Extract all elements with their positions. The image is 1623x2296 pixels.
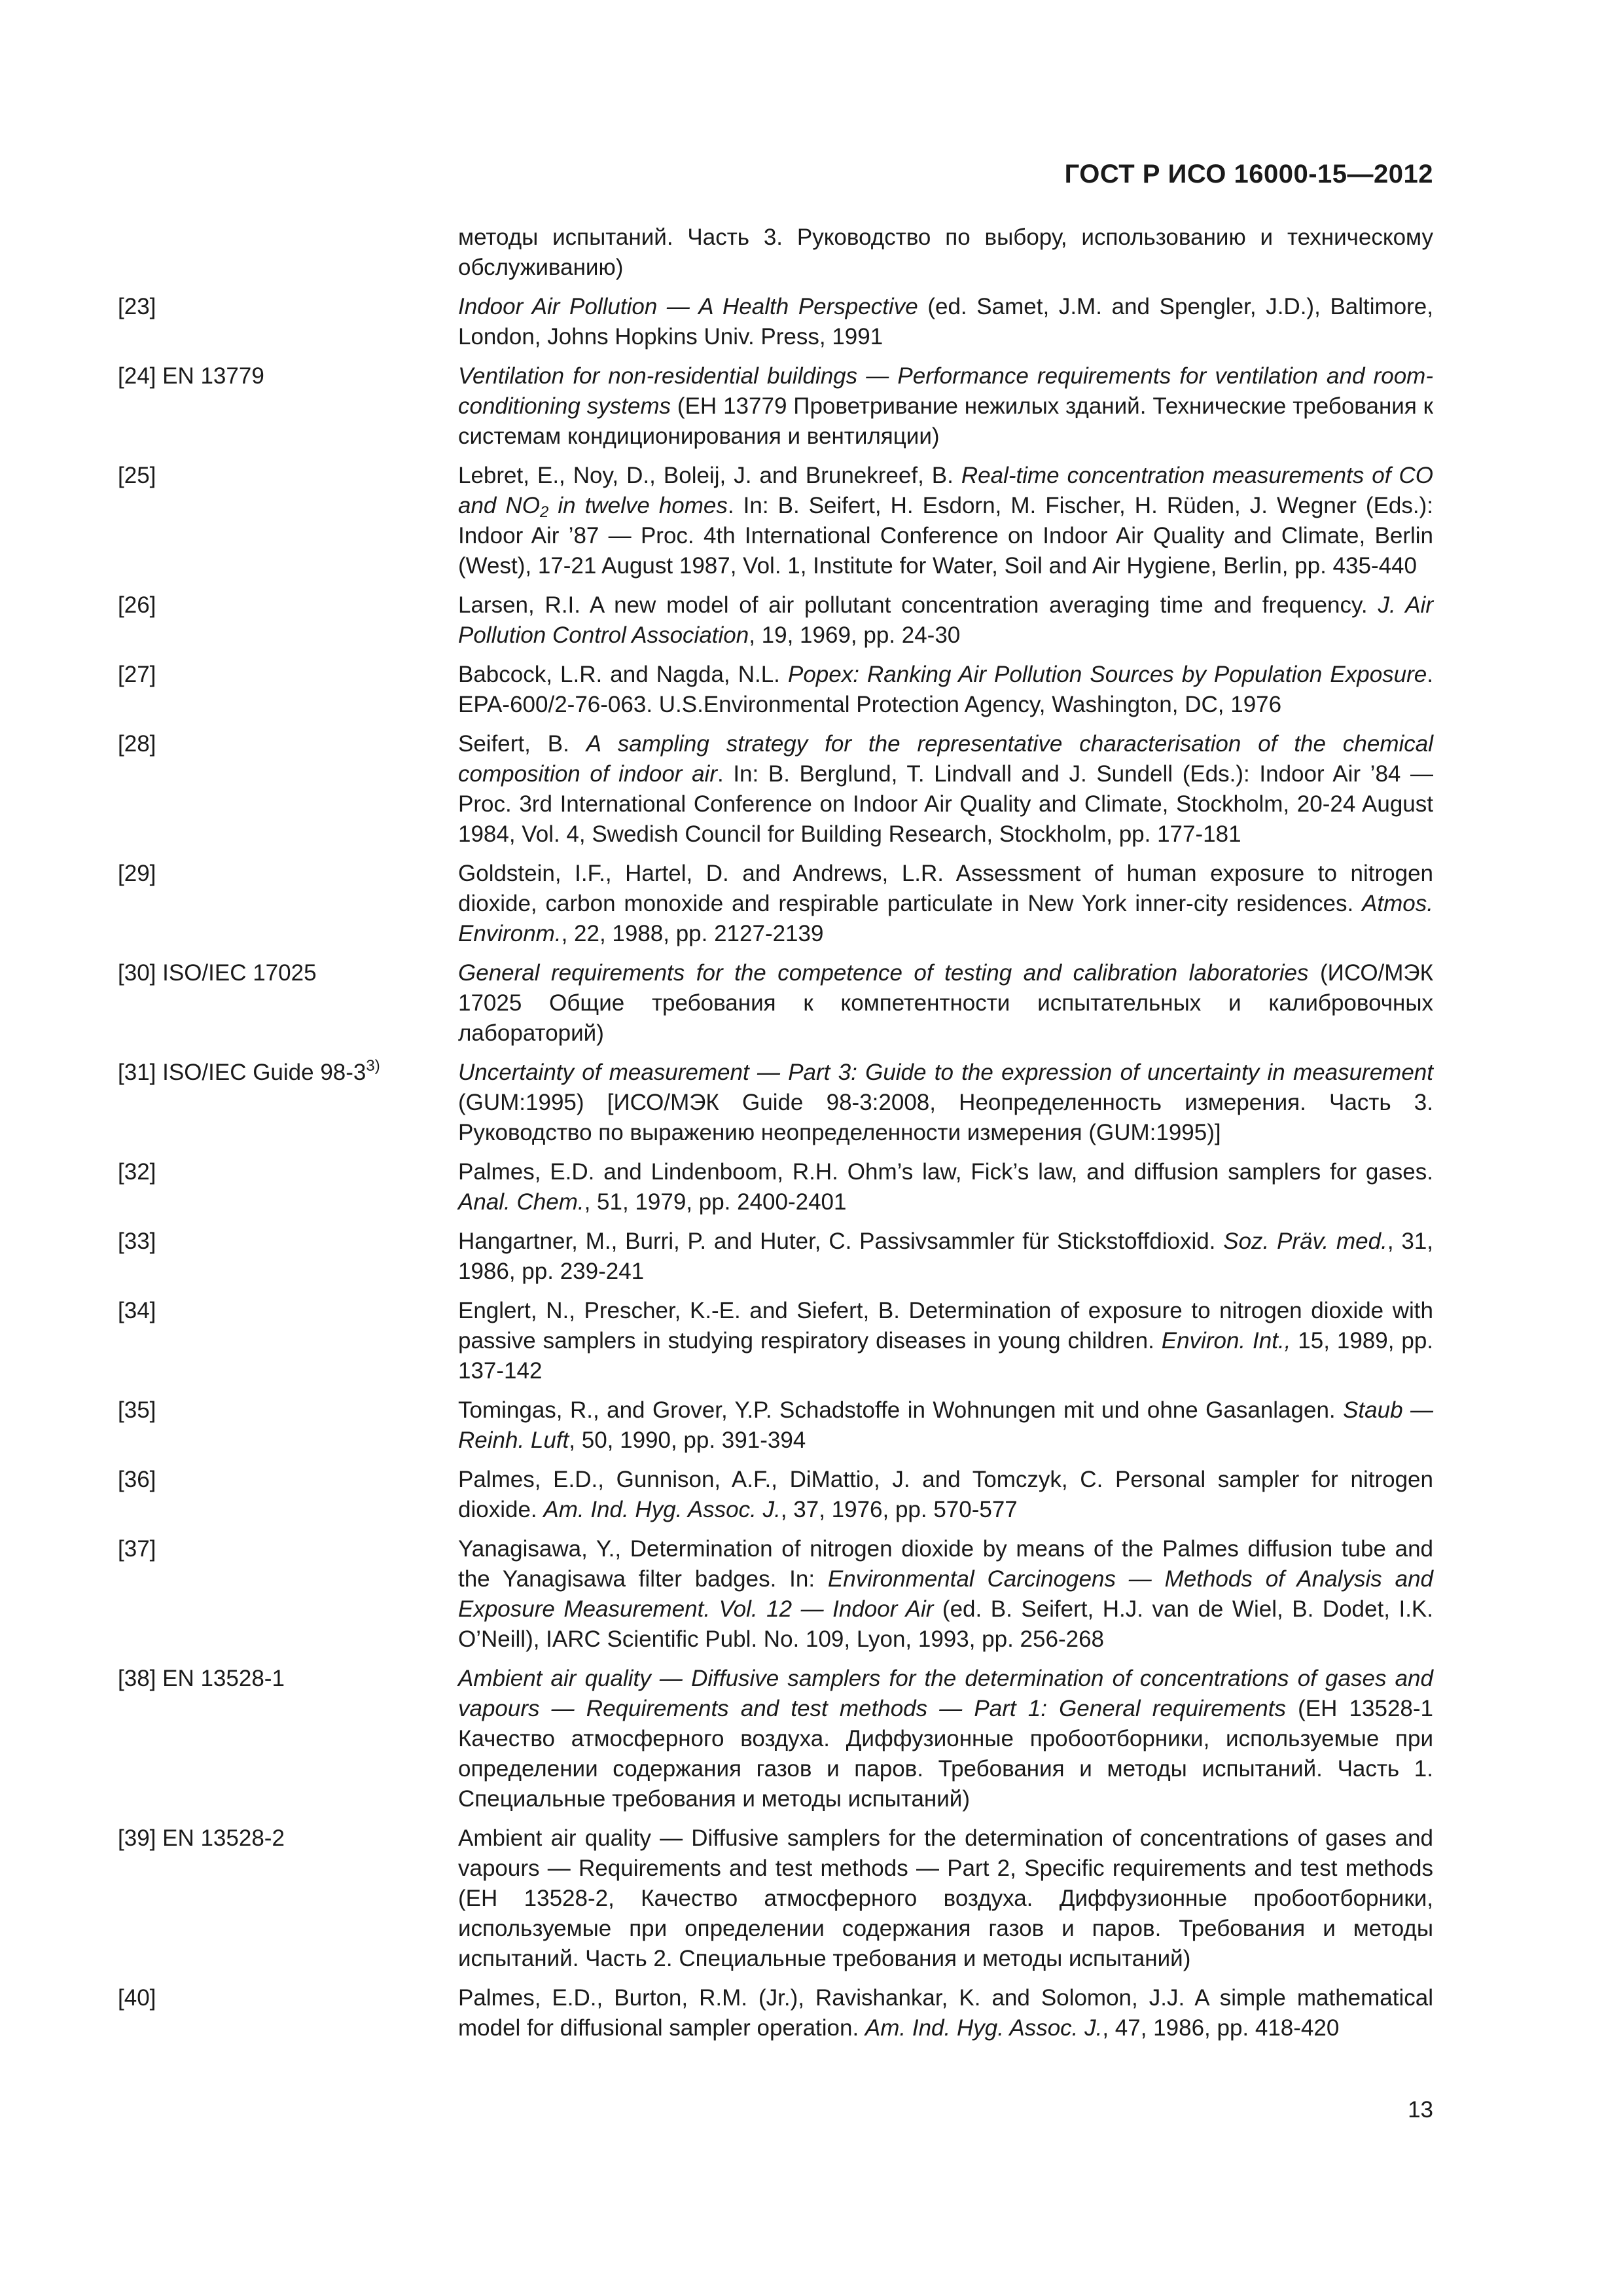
reference-27 bbox=[118, 660, 1433, 720]
reference-text: Goldstein, I.F., Hartel, D. and Andrews, L.R. Assessment of human exposure to nitrogen dioxide, carbon monoxide and respirable particulate in New York inner-city residences. Atmos. Environm., 22, 1988, pp. 2127-2139 bbox=[458, 861, 1433, 946]
reference-label: [25] bbox=[118, 463, 156, 488]
reference-label: [31] ISO/IEC Guide 98-3$^{3)}$ bbox=[118, 1057, 380, 1085]
reference-label: [32] bbox=[118, 1159, 156, 1185]
reference-text: Yanagisawa, Y., Determination of nitrogen dioxide by means of the Palmes diffusion tube and the Yanagisawa filter badges. In: Environmental Carcinogens — Methods of Analysis and Exposure Measurement. Vol. 12 — Indoor Air (ed. B. Seifert, H.J. van de Wiel, B. Dodet, I.K. O’Neill), IARC Scientific Publ. No. 109, Lyon, 1993, pp. 256-268 bbox=[458, 1536, 1433, 1652]
reference-text: Ambient air quality — Diffusive samplers for the determination of concentrations of gases and vapours — Requirements and test methods — Part 2, Specific requirements and test methods (ЕН 13528-2, Качество атмосферного воздуха. Диффузионные пробоотборники, используемые при определении содержания газов и паров. Требования и методы испытаний. Часть 2. Специальные требования и методы испытаний) bbox=[458, 1825, 1433, 1971]
reference-label: [28] bbox=[118, 731, 156, 757]
reference-label: [24] EN 13779 bbox=[118, 363, 264, 389]
reference-label: [34] bbox=[118, 1298, 156, 1323]
reference-label: [26] bbox=[118, 592, 156, 618]
reference-text: Seifert, B. A sampling strategy for the representative characterisation of the chemical composition of indoor air. In: B. Berglund, T. Lindvall and J. Sundell (Eds.): Indoor Air ’84 — Proc. 3rd International Conference on Indoor Air Quality and Climate, Stockholm, 20-24 August 1984, Vol. 4, Swedish Council for Building Research, Stockholm, pp. 177-181 bbox=[458, 731, 1434, 847]
reference-label: [38] EN 13528-1 bbox=[118, 1666, 285, 1691]
reference-33 bbox=[118, 1227, 1433, 1287]
reference-35 bbox=[118, 1395, 1433, 1456]
reference-label: [27] bbox=[118, 662, 156, 687]
reference-label: [37] bbox=[118, 1536, 156, 1562]
reference-label: [29] bbox=[118, 861, 156, 886]
reference-40 bbox=[118, 1983, 1433, 2043]
reference-label: [33] bbox=[118, 1229, 156, 1254]
reference-text: Englert, N., Prescher, K.-E. and Siefert, B. Determination of exposure to nitrogen dioxide with passive samplers in studying respiratory diseases in young children. Environ. Int., 15, 1989, pp. 137-142 bbox=[458, 1298, 1434, 1384]
reference-31 bbox=[118, 1058, 1433, 1148]
reference-29 bbox=[118, 859, 1433, 949]
reference-text: Hangartner, M., Burri, P. and Huter, C. Passivsammler für Stickstoffdioxid. Soz. Präv. med., 31, 1986, pp. 239-241 bbox=[458, 1229, 1434, 1284]
reference-text: Larsen, R.I. A new model of air pollutant concentration averaging time and frequency. J. Air Pollution Control Association, 19, 1969, pp. 24-30 bbox=[458, 592, 1433, 648]
reference-continuation bbox=[118, 223, 1433, 283]
reference-text: Palmes, E.D. and Lindenboom, R.H. Ohm’s law, Fick’s law, and diffusion samplers for gases. Anal. Chem., 51, 1979, pp. 2400-2401 bbox=[458, 1159, 1433, 1215]
reference-34 bbox=[118, 1296, 1433, 1386]
reference-26 bbox=[118, 590, 1433, 651]
reference-text: Palmes, E.D., Gunnison, A.F., DiMattio, J. and Tomczyk, C. Personal sampler for nitrogen dioxide. Am. Ind. Hyg. Assoc. J., 37, 1976, pp. 570-577 bbox=[458, 1467, 1433, 1522]
reference-label: [36] bbox=[118, 1467, 156, 1492]
reference-label: [35] bbox=[118, 1397, 156, 1423]
reference-text: General requirements for the competence of testing and calibration laboratories (ИСО/МЭК 17025 Общие требования к компетентности испытательных и калибровочных лабораторий) bbox=[458, 960, 1433, 1046]
reference-24 bbox=[118, 361, 1433, 452]
reference-38 bbox=[118, 1664, 1433, 1814]
reference-text: методы испытаний. Часть 3. Руководство по выбору, использованию и техническому обслуживанию) bbox=[458, 224, 1433, 280]
reference-32 bbox=[118, 1157, 1433, 1217]
reference-label: [39] EN 13528-2 bbox=[118, 1825, 285, 1851]
reference-text: Tomingas, R., and Grover, Y.P. Schadstoffe in Wohnungen mit und ohne Gasanlagen. Staub — Reinh. Luft, 50, 1990, pp. 391-394 bbox=[458, 1397, 1433, 1453]
bibliography-list bbox=[118, 223, 1433, 2053]
reference-text: Uncertainty of measurement — Part 3: Guide to the expression of uncertainty in measurement (GUM:1995) [ИСО/МЭК Guide 98-3:2008, Неопределенность измерения. Часть 3. Руководство по выражению неопределенности измерения (GUM:1995)] bbox=[458, 1060, 1433, 1145]
reference-37 bbox=[118, 1534, 1433, 1655]
reference-text: Palmes, E.D., Burton, R.M. (Jr.), Ravishankar, K. and Solomon, J.J. A simple mathematical model for diffusional sampler operation. Am. Ind. Hyg. Assoc. J., 47, 1986, pp. 418-420 bbox=[458, 1985, 1433, 2041]
reference-label: [30] ISO/IEC 17025 bbox=[118, 960, 317, 986]
reference-36 bbox=[118, 1465, 1433, 1525]
reference-text: Lebret, E., Noy, D., Boleij, J. and Brunekreef, B. Real-time concentration measurements of CO and $NO_2$ in twelve homes. In: B. Seifert, H. Esdorn, M. Fischer, H. Rüden, J. Wegner (Eds.): Indoor Air ’87 — Proc. 4th International Conference on Indoor Air Quality and Climate, Berlin (West), 17-21 August 1987, Vol. 1, Institute for Water, Soil and Air Hygiene, Berlin, pp. 435-440 bbox=[458, 463, 1434, 579]
reference-25 bbox=[118, 461, 1433, 581]
reference-28 bbox=[118, 729, 1433, 850]
reference-23 bbox=[118, 292, 1433, 352]
reference-text: Babcock, L.R. and Nagda, N.L. Popex: Ranking Air Pollution Sources by Population Exposure. EPA-600/2-76-063. U.S.Environmental Protection Agency, Washington, DC, 1976 bbox=[458, 662, 1433, 717]
reference-text: Ambient air quality — Diffusive samplers for the determination of concentrations of gases and vapours — Requirements and test methods — Part 1: General requirements (ЕН 13528-1 Качество атмосферного воздуха. Диффузионные пробоотборники, используемые при определении содержания газов и паров. Требования и методы испытаний. Часть 1. Специальные требования и методы испытаний) bbox=[458, 1666, 1434, 1812]
page-header: ГОСТ Р ИСО 16000-15—2012 bbox=[1064, 160, 1433, 188]
reference-30 bbox=[118, 958, 1433, 1049]
reference-label: [40] bbox=[118, 1985, 156, 2011]
reference-39 bbox=[118, 1823, 1433, 1974]
reference-text: Indoor Air Pollution — A Health Perspective (ed. Samet, J.M. and Spengler, J.D.), Baltimore, London, Johns Hopkins Univ. Press, 1991 bbox=[458, 294, 1433, 350]
reference-text: Ventilation for non-residential buildings — Performance requirements for ventilation and room-conditioning systems (ЕН 13779 Проветривание нежилых зданий. Технические требования к системам кондиционирования и вентиляции) bbox=[458, 363, 1433, 449]
page-number: 13 bbox=[1408, 2097, 1433, 2123]
reference-label: [23] bbox=[118, 294, 156, 319]
